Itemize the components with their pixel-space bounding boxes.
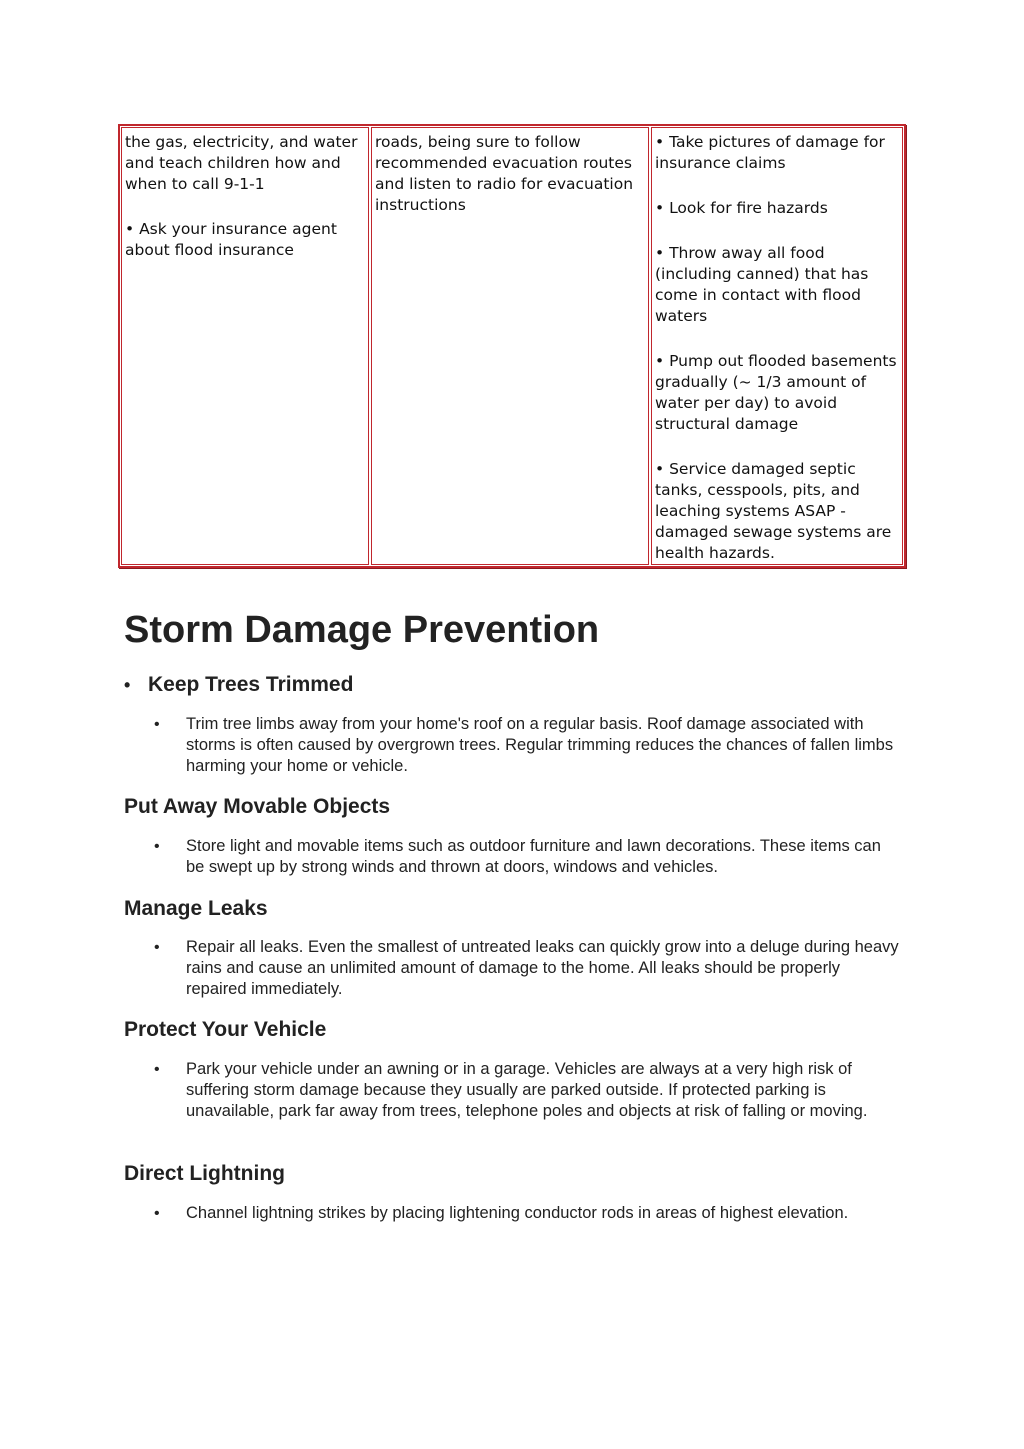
section-body-text: Repair all leaks. Even the smallest of untreated leaks can quickly grow into a deluge during heavy rains and cause an unlimited amount of damage to the home. All leaks should be properly repaired immediately. <box>186 938 899 998</box>
cell-item: • Throw away all food (including canned) that has come in contact with flood waters <box>655 244 869 325</box>
section-title-manage-leaks: Manage Leaks <box>124 897 268 920</box>
table-cell-during <box>371 127 649 565</box>
table-cell-before <box>121 127 369 565</box>
bullet-icon: • <box>154 716 160 733</box>
cell-item: • Ask your insurance agent about flood insurance <box>125 220 337 259</box>
cell-item: • Pump out flooded basements gradually (~ 1/3 amount of water per day) to avoid structural damage <box>655 352 897 433</box>
bullet-icon: • <box>124 675 131 695</box>
section-body-direct-lightning <box>154 1203 902 1224</box>
section-title-put-away-movable-objects: Put Away Movable Objects <box>124 795 391 818</box>
bullet-icon: • <box>154 1205 160 1222</box>
section-title-protect-your-vehicle: Protect Your Vehicle <box>124 1018 327 1041</box>
table-cell-after <box>651 127 903 565</box>
section-body-put-away-movable-objects <box>154 836 902 878</box>
section-title-text: Keep Trees Trimmed <box>148 673 354 696</box>
page-title: Storm Damage Prevention <box>124 609 600 651</box>
section-body-text: Park your vehicle under an awning or in a garage. Vehicles are always at a very high risk of suffering storm damage because they usually are parked outside. If protected parking is unavailable, park far away from trees, telephone poles and objects at risk of falling or moving. <box>186 1060 868 1120</box>
section-title-keep-trees-trimmed <box>124 672 353 698</box>
cell-item: roads, being sure to follow recommended evacuation routes and listen to radio for evacuation instructions <box>375 133 634 214</box>
section-body-manage-leaks <box>154 937 902 1000</box>
bullet-icon: • <box>154 1061 160 1078</box>
section-body-protect-your-vehicle <box>154 1059 902 1122</box>
section-body-text: Channel lightning strikes by placing lightening conductor rods in areas of highest elevation. <box>186 1204 849 1222</box>
cell-item: • Look for fire hazards <box>655 199 828 217</box>
bullet-icon: • <box>154 838 160 855</box>
cell-item: the gas, electricity, and water and teach children how and when to call 9-1-1 <box>125 133 358 193</box>
emergency-tips-table <box>118 124 906 568</box>
bullet-icon: • <box>154 939 160 956</box>
cell-item: • Service damaged septic tanks, cesspools, pits, and leaching systems ASAP - damaged sewage systems are health hazards. <box>655 460 892 562</box>
section-body-text: Store light and movable items such as outdoor furniture and lawn decorations. These items can be swept up by strong winds and thrown at doors, windows and vehicles. <box>186 837 881 876</box>
section-body-text: Trim tree limbs away from your home's roof on a regular basis. Roof damage associated with storms is often caused by overgrown trees. Regular trimming reduces the chances of fallen limbs harming your home or vehicle. <box>186 715 894 775</box>
section-title-direct-lightning: Direct Lightning <box>124 1162 285 1185</box>
cell-item: • Take pictures of damage for insurance claims <box>655 133 885 172</box>
section-body-keep-trees-trimmed <box>154 714 902 777</box>
